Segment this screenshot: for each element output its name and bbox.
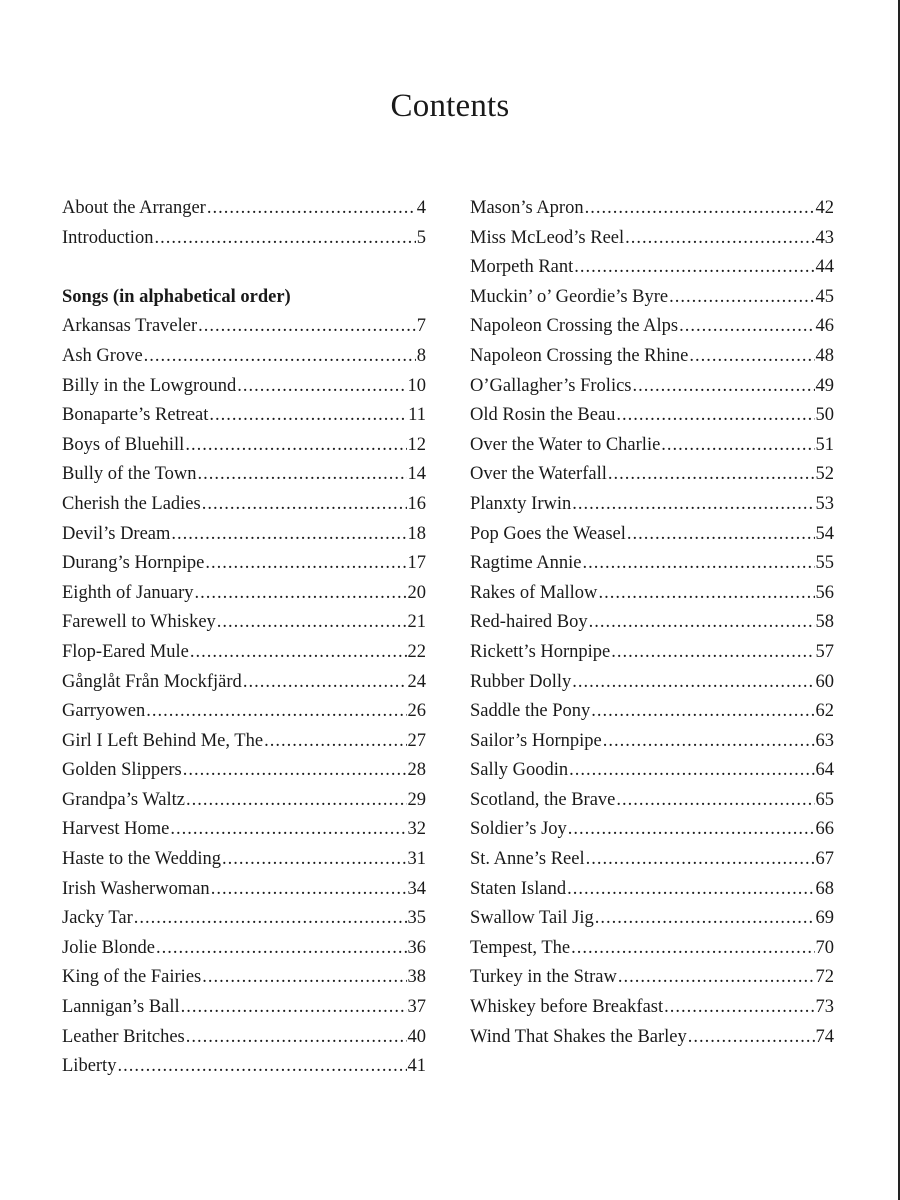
dot-leader — [205, 549, 406, 579]
toc-entry-page: 69 — [815, 908, 834, 929]
dot-leader — [669, 283, 814, 313]
toc-entry-title: Muckin’ o’ Geordie’s Byre — [470, 286, 669, 307]
toc-entry-page: 65 — [815, 789, 834, 810]
toc-entry[interactable] — [470, 668, 834, 698]
toc-entry-title: Morpeth Rant — [470, 257, 574, 278]
dot-leader — [567, 875, 814, 905]
toc-entry-title: Napoleon Crossing the Rhine — [470, 345, 689, 366]
dot-leader — [217, 608, 407, 638]
toc-entry[interactable] — [62, 993, 426, 1023]
toc-entry-page: 56 — [815, 582, 834, 603]
toc-entry-title: Mason’s Apron — [470, 198, 584, 218]
toc-entry-page: 58 — [815, 612, 834, 633]
toc-entry-title: Cherish the Ladies — [62, 493, 201, 514]
dot-leader — [688, 1023, 815, 1053]
dot-leader — [608, 460, 815, 490]
toc-entry[interactable] — [470, 490, 834, 520]
toc-entry[interactable] — [62, 224, 426, 254]
toc-entry-page: 42 — [815, 198, 834, 218]
toc-entry-page: 72 — [815, 967, 834, 988]
toc-entry-title: About the Arranger — [62, 198, 206, 218]
dot-leader — [222, 845, 407, 875]
toc-entry-title: Jacky Tar — [62, 908, 133, 929]
toc-entry-title: Ragtime Annie — [470, 553, 582, 574]
toc-entry-page: 18 — [407, 523, 426, 544]
toc-entry[interactable] — [470, 993, 834, 1023]
toc-entry-page: 63 — [815, 730, 834, 751]
dot-leader — [264, 727, 406, 757]
toc-entry-page: 20 — [407, 582, 426, 603]
dot-leader — [603, 727, 815, 757]
toc-entry-title: Irish Washerwoman — [62, 878, 210, 899]
toc-entry[interactable] — [470, 342, 834, 372]
dot-leader — [156, 934, 406, 964]
toc-entry[interactable] — [62, 1023, 426, 1053]
toc-entry[interactable] — [62, 934, 426, 964]
toc-entry-title: Arkansas Traveler — [62, 316, 198, 337]
toc-entry-page: 48 — [815, 345, 834, 366]
toc-entry-page: 31 — [407, 849, 426, 870]
dot-leader — [586, 845, 815, 875]
dot-leader — [154, 224, 415, 254]
dot-leader — [211, 875, 407, 905]
toc-entry-page: 8 — [416, 345, 426, 366]
toc-entry[interactable] — [470, 608, 834, 638]
dot-leader — [190, 638, 407, 668]
toc-entry-page: 51 — [815, 434, 834, 455]
toc-entry[interactable] — [470, 727, 834, 757]
toc-entry-page: 4 — [416, 198, 426, 218]
toc-entry-title: Saddle the Pony — [470, 701, 591, 722]
toc-entry-title: Miss McLeod’s Reel — [470, 227, 625, 248]
toc-entry[interactable] — [470, 934, 834, 964]
toc-entry-page: 50 — [815, 405, 834, 426]
toc-entry[interactable] — [470, 786, 834, 816]
toc-entry[interactable] — [62, 431, 426, 461]
toc-entry[interactable] — [62, 194, 426, 224]
toc-entry[interactable] — [470, 372, 834, 402]
dot-leader — [198, 312, 416, 342]
dot-leader — [661, 431, 814, 461]
toc-entry-title: Rubber Dolly — [470, 671, 572, 692]
toc-entry-title: Garryowen — [62, 701, 146, 722]
dot-leader — [598, 579, 814, 609]
dot-leader — [170, 815, 406, 845]
toc-entry[interactable] — [470, 904, 834, 934]
dot-leader — [625, 224, 814, 254]
toc-entry-page: 5 — [416, 227, 426, 248]
toc-entry-page: 70 — [815, 937, 834, 958]
toc-entry[interactable] — [470, 845, 834, 875]
dot-leader — [611, 638, 814, 668]
toc-entry-page: 14 — [407, 464, 426, 485]
dot-leader — [117, 1052, 406, 1082]
toc-entry-page: 27 — [407, 730, 426, 751]
toc-entry[interactable] — [62, 875, 426, 905]
toc-entry-title: Rakes of Mallow — [470, 582, 598, 603]
dot-leader — [144, 342, 416, 372]
dot-leader — [572, 668, 814, 698]
toc-entry[interactable] — [62, 815, 426, 845]
toc-entry[interactable] — [62, 490, 426, 520]
toc-entry[interactable] — [62, 520, 426, 550]
toc-entry-page: 37 — [407, 997, 426, 1018]
dot-leader — [134, 904, 407, 934]
toc-entry-page: 52 — [815, 464, 834, 485]
dot-leader — [202, 490, 407, 520]
toc-entry[interactable] — [470, 815, 834, 845]
toc-entry-page: 45 — [815, 286, 834, 307]
dot-leader — [616, 786, 814, 816]
toc-entry-page: 11 — [408, 405, 426, 426]
toc-entry[interactable] — [62, 727, 426, 757]
toc-entry-title: Pop Goes the Weasel — [470, 523, 626, 544]
toc-entry[interactable] — [470, 460, 834, 490]
toc-entry[interactable] — [62, 401, 426, 431]
toc-entry-title: Girl I Left Behind Me, The — [62, 730, 264, 751]
toc-entry[interactable] — [470, 579, 834, 609]
toc-entry-page: 43 — [815, 227, 834, 248]
toc-entry-page: 22 — [407, 641, 426, 662]
toc-entry-page: 67 — [815, 849, 834, 870]
toc-entry-page: 60 — [815, 671, 834, 692]
dot-leader — [571, 934, 814, 964]
toc-entry-title: Flop-Eared Mule — [62, 641, 189, 662]
toc-entry-page: 49 — [815, 375, 834, 396]
toc-entry-page: 12 — [407, 434, 426, 455]
toc-entry[interactable] — [470, 253, 834, 283]
dot-leader — [202, 963, 406, 993]
toc-entry-title: Bully of the Town — [62, 464, 197, 485]
section-heading: Songs (in alphabetical order) — [62, 286, 291, 307]
dot-leader — [185, 431, 406, 461]
toc-entry[interactable] — [470, 312, 834, 342]
toc-entry-page: 73 — [815, 997, 834, 1018]
toc-entry-page: 40 — [407, 1026, 426, 1047]
toc-entry[interactable] — [62, 342, 426, 372]
toc-entry-title: Harvest Home — [62, 819, 170, 840]
toc-entry[interactable] — [62, 638, 426, 668]
dot-leader — [689, 342, 814, 372]
toc-entry-title: Jolie Blonde — [62, 937, 156, 958]
toc-entry-title: Billy in the Lowground — [62, 375, 237, 396]
toc-entry-page: 41 — [407, 1056, 426, 1077]
toc-entry[interactable] — [62, 786, 426, 816]
toc-entry-title: Napoleon Crossing the Alps — [470, 316, 679, 337]
dot-leader — [209, 401, 407, 431]
toc-entry[interactable] — [470, 697, 834, 727]
toc-entry-title: Soldier’s Joy — [470, 819, 567, 840]
dot-leader — [618, 963, 815, 993]
toc-left-column — [62, 194, 426, 1082]
dot-leader — [237, 372, 406, 402]
toc-entry-title: Boys of Bluehill — [62, 434, 185, 455]
toc-entry-page: 54 — [815, 523, 834, 544]
toc-entry-title: Golden Slippers — [62, 760, 182, 781]
dot-leader — [679, 312, 814, 342]
toc-entry-page: 44 — [815, 257, 834, 278]
toc-entry-page: 28 — [407, 760, 426, 781]
toc-entry-page: 16 — [407, 493, 426, 514]
dot-leader — [569, 756, 814, 786]
toc-entry-page: 74 — [815, 1026, 834, 1047]
songs-list-left — [62, 312, 426, 1081]
toc-entry-title: Tempest, The — [470, 937, 571, 958]
toc-entry-title: Over the Water to Charlie — [470, 434, 661, 455]
toc-entry-page: 7 — [416, 316, 426, 337]
dot-leader — [591, 697, 814, 727]
toc-entry-title: Introduction — [62, 227, 154, 248]
dot-leader — [195, 579, 407, 609]
toc-entry-title: Bonaparte’s Retreat — [62, 405, 209, 426]
toc-entry[interactable] — [470, 638, 834, 668]
dot-leader — [572, 490, 814, 520]
toc-entry[interactable] — [62, 372, 426, 402]
toc-entry[interactable] — [470, 520, 834, 550]
toc-entry-page: 64 — [815, 760, 834, 781]
toc-entry-title: Red-haired Boy — [470, 612, 588, 633]
toc-entry-title: Ash Grove — [62, 345, 143, 366]
toc-entry-page: 55 — [815, 553, 834, 574]
toc-entry[interactable] — [62, 579, 426, 609]
toc-entry[interactable] — [470, 431, 834, 461]
toc-entry[interactable] — [62, 608, 426, 638]
toc-entry-page: 26 — [407, 701, 426, 722]
toc-entry-page: 68 — [815, 878, 834, 899]
toc-entry[interactable] — [62, 549, 426, 579]
dot-leader — [198, 460, 407, 490]
dot-leader — [627, 520, 815, 550]
toc-entry-page: 10 — [407, 375, 426, 396]
toc-entry[interactable] — [62, 756, 426, 786]
toc-entry-page: 21 — [407, 612, 426, 633]
toc-entry-title: O’Gallagher’s Frolics — [470, 375, 632, 396]
dot-leader — [583, 549, 815, 579]
toc-entry-title: Sailor’s Hornpipe — [470, 730, 602, 751]
dot-leader — [146, 697, 406, 727]
toc-entry[interactable] — [62, 963, 426, 993]
toc-entry-page: 35 — [407, 908, 426, 929]
toc-entry-title: Durang’s Hornpipe — [62, 553, 205, 574]
toc-entry-title: Swallow Tail Jig — [470, 908, 594, 929]
toc-entry[interactable] — [62, 668, 426, 698]
toc-entry-title: Over the Waterfall — [470, 464, 607, 485]
toc-entry-title: Liberty — [62, 1056, 117, 1077]
front-matter-list — [62, 194, 426, 253]
toc-entry-page: 32 — [407, 819, 426, 840]
toc-entry[interactable] — [470, 756, 834, 786]
toc-entry-title: Staten Island — [470, 878, 567, 899]
toc-entry-title: Turkey in the Straw — [470, 967, 617, 988]
toc-entry-title: Scotland, the Brave — [470, 789, 616, 810]
toc-entry-title: Rickett’s Hornpipe — [470, 641, 611, 662]
toc-entry-title: St. Anne’s Reel — [470, 849, 585, 870]
toc-entry-page: 38 — [407, 967, 426, 988]
dot-leader — [186, 786, 406, 816]
dot-leader — [585, 194, 815, 224]
toc-entry-title: Gånglåt Från Mockfjärd — [62, 671, 242, 692]
toc-entry[interactable] — [62, 697, 426, 727]
toc-entry[interactable] — [470, 401, 834, 431]
toc-entry[interactable] — [470, 549, 834, 579]
toc-right-column — [470, 194, 834, 1052]
toc-entry-title: Grandpa’s Waltz — [62, 789, 186, 810]
toc-entry[interactable] — [62, 312, 426, 342]
toc-entry-page: 36 — [407, 937, 426, 958]
toc-entry-title: Whiskey before Breakfast — [470, 997, 664, 1018]
dot-leader — [171, 520, 406, 550]
toc-entry-title: Planxty Irwin — [470, 493, 572, 514]
toc-entry[interactable] — [470, 194, 834, 224]
toc-entry[interactable] — [470, 283, 834, 313]
dot-leader — [183, 756, 407, 786]
dot-leader — [595, 904, 815, 934]
toc-entry[interactable] — [62, 845, 426, 875]
toc-entry[interactable] — [62, 1052, 426, 1082]
toc-entry-title: Eighth of January — [62, 582, 194, 603]
toc-entry-page: 24 — [407, 671, 426, 692]
toc-entry[interactable] — [470, 963, 834, 993]
toc-entry-title: Sally Goodin — [470, 760, 569, 781]
dot-leader — [633, 372, 815, 402]
songs-list-right — [470, 194, 834, 1052]
dot-leader — [181, 993, 407, 1023]
dot-leader — [574, 253, 814, 283]
dot-leader — [589, 608, 815, 638]
toc-entry[interactable] — [62, 904, 426, 934]
toc-entry-page: 34 — [407, 878, 426, 899]
toc-entry-page: 29 — [407, 789, 426, 810]
toc-entry-title: King of the Fairies — [62, 967, 202, 988]
toc-entry-page: 66 — [815, 819, 834, 840]
dot-leader — [568, 815, 815, 845]
toc-entry[interactable] — [470, 1023, 834, 1053]
toc-entry-page: 17 — [407, 553, 426, 574]
dot-leader — [616, 401, 814, 431]
toc-entry-title: Lannigan’s Ball — [62, 997, 180, 1018]
dot-leader — [243, 668, 407, 698]
toc-entry-page: 57 — [815, 641, 834, 662]
dot-leader — [207, 194, 416, 224]
toc-entry-title: Farewell to Whiskey — [62, 612, 216, 633]
toc-entry-title: Old Rosin the Beau — [470, 405, 616, 426]
toc-entry-title: Leather Britches — [62, 1026, 185, 1047]
dot-leader — [664, 993, 814, 1023]
toc-entry[interactable] — [470, 875, 834, 905]
dot-leader — [186, 1023, 407, 1053]
toc-entry-title: Devil’s Dream — [62, 523, 171, 544]
toc-entry[interactable] — [62, 460, 426, 490]
spacer — [62, 253, 426, 283]
toc-entry-title: Haste to the Wedding — [62, 849, 221, 870]
toc-entry[interactable] — [470, 224, 834, 254]
page-title: Contents — [390, 88, 510, 124]
toc-entry-page: 62 — [815, 701, 834, 722]
toc-entry-page: 53 — [815, 493, 834, 514]
toc-entry-page: 46 — [815, 316, 834, 337]
toc-entry-title: Wind That Shakes the Barley — [470, 1026, 687, 1047]
